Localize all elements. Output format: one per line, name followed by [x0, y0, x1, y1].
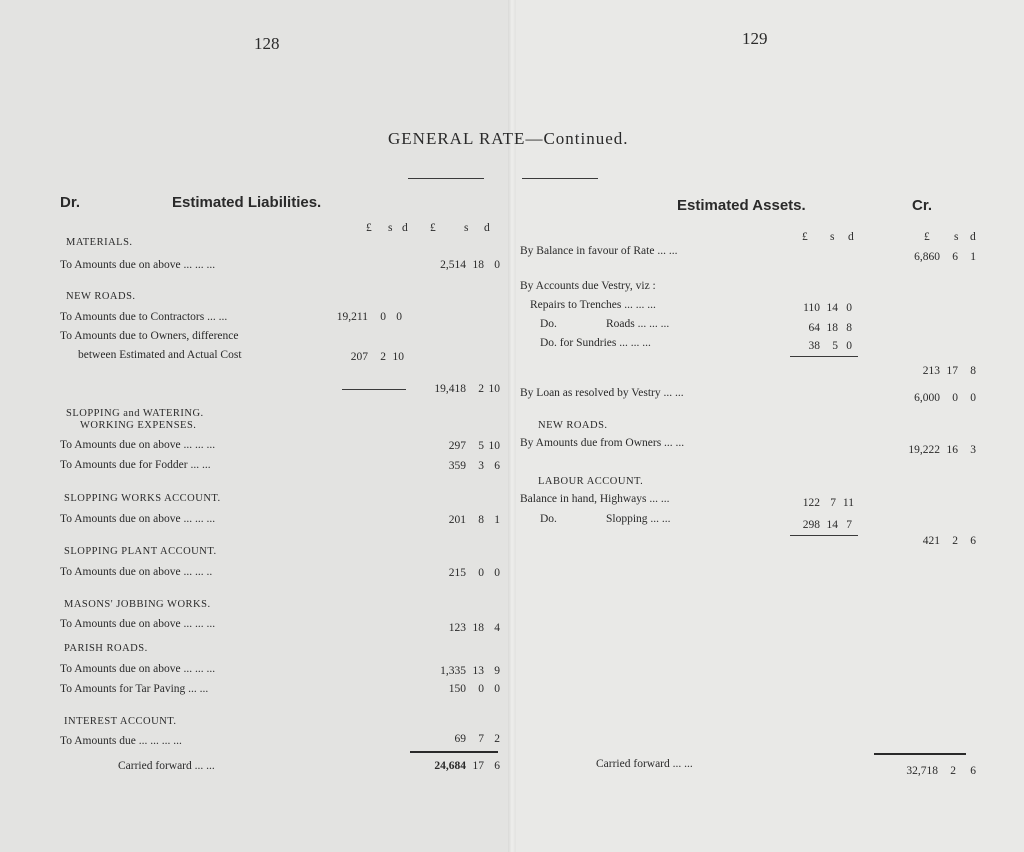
amt-pence: 8	[970, 365, 976, 377]
amt-pence: 0	[846, 302, 852, 314]
section-new-roads-right: NEW ROADS.	[538, 420, 608, 431]
section-labour: LABOUR ACCOUNT.	[538, 476, 644, 487]
liabilities-header: Estimated Liabilities.	[172, 194, 322, 211]
amt-shillings: 14	[826, 519, 838, 531]
amt-pounds: 38	[808, 340, 820, 352]
amt-pence: 6	[970, 765, 976, 777]
subtotal-rule	[342, 389, 406, 390]
row-masons: To Amounts due on above ... ... ...	[60, 618, 216, 630]
row-trenches: Repairs to Trenches ... ... ...	[530, 299, 656, 311]
amt-pounds: 421	[922, 535, 940, 547]
amt-pence: 0	[396, 311, 402, 323]
row-vestry: By Accounts due Vestry, viz :	[520, 280, 656, 292]
row-materials: To Amounts due on above ... ... ...	[60, 259, 216, 271]
col-pound-4: £	[924, 231, 930, 243]
amt-pounds: 122	[802, 497, 820, 509]
amt-shillings: 8	[478, 514, 484, 526]
col-s-3: s	[830, 231, 835, 243]
amt-shillings: 2	[478, 383, 484, 395]
amt-shillings: 0	[478, 567, 484, 579]
section-materials: MATERIALS.	[66, 237, 133, 248]
amt-shillings: 5	[832, 340, 838, 352]
amt-pounds: 215	[448, 567, 466, 579]
amt-shillings: 3	[478, 460, 484, 472]
amt-pence: 1	[970, 251, 976, 263]
row-highways: Balance in hand, Highways ... ...	[520, 493, 670, 505]
amt-pounds: 32,718	[906, 765, 938, 777]
title-underline-right	[522, 178, 598, 179]
section-slopping-sub: WORKING EXPENSES.	[80, 420, 197, 431]
amt-pence: 10	[488, 440, 500, 452]
amt-shillings: 18	[472, 259, 484, 271]
amt-pence: 8	[846, 322, 852, 334]
amt-pence: 0	[970, 392, 976, 404]
amt-shillings: 16	[946, 444, 958, 456]
row-slopping-label: Slopping ... ...	[606, 513, 671, 525]
amt-pounds: 297	[448, 440, 466, 452]
row-owners-line1: To Amounts due to Owners, difference	[60, 330, 239, 342]
amt-pounds: 201	[448, 514, 466, 526]
page-number-right: 129	[742, 29, 768, 48]
col-pound-1: £	[366, 222, 372, 234]
amt-shillings: 2	[380, 351, 386, 363]
amt-pence: 7	[846, 519, 852, 531]
amt-shillings: 7	[478, 733, 484, 745]
amt-pence: 0	[494, 567, 500, 579]
row-plant: To Amounts due on above ... ... ..	[60, 566, 213, 578]
amt-pounds: 6,860	[914, 251, 940, 263]
section-plant: SLOPPING PLANT ACCOUNT.	[64, 546, 217, 557]
row-do-roads: Do.	[540, 318, 557, 330]
amt-pounds: 150	[448, 683, 466, 695]
col-pound-3: £	[802, 231, 808, 243]
row-tar: To Amounts for Tar Paving ... ...	[60, 683, 209, 695]
amt-shillings: 5	[478, 440, 484, 452]
amt-pounds: 298	[802, 519, 820, 531]
subtotal-rule	[790, 356, 858, 357]
amt-pounds: 123	[448, 622, 466, 634]
amt-pence: 1	[494, 514, 500, 526]
amt-shillings: 0	[478, 683, 484, 695]
col-d-3: d	[848, 231, 854, 243]
row-owners-right: By Amounts due from Owners ... ...	[520, 437, 685, 449]
amt-pence: 6	[494, 460, 500, 472]
section-slopping: SLOPPING and WATERING.	[66, 408, 204, 419]
amt-pence: 0	[494, 259, 500, 271]
total-rule-left	[410, 751, 498, 753]
amt-pence: 10	[488, 383, 500, 395]
carried-forward-right: Carried forward ... ...	[596, 758, 693, 770]
row-contractors: To Amounts due to Contractors ... ...	[60, 311, 228, 323]
amt-pounds: 6,000	[914, 392, 940, 404]
section-new-roads: NEW ROADS.	[66, 291, 136, 302]
book-gutter	[508, 0, 516, 852]
amt-shillings: 7	[830, 497, 836, 509]
page-title: GENERAL RATE—Continued.	[388, 129, 629, 148]
amt-pence: 0	[846, 340, 852, 352]
amt-pounds: 207	[350, 351, 368, 363]
row-balance: By Balance in favour of Rate ... ...	[520, 245, 678, 257]
row-slopping: To Amounts due on above ... ... ...	[60, 439, 216, 451]
amt-shillings: 6	[952, 251, 958, 263]
amt-pence: 6	[970, 535, 976, 547]
amt-pounds: 24,684	[434, 760, 466, 772]
col-s-1: s	[388, 222, 393, 234]
amt-pounds: 1,335	[440, 665, 466, 677]
subtotal-rule	[790, 535, 858, 536]
amt-pounds: 110	[803, 302, 820, 314]
row-fodder: To Amounts due for Fodder ... ...	[60, 459, 211, 471]
col-d-4: d	[970, 231, 976, 243]
amt-pounds: 19,211	[336, 311, 368, 323]
amt-shillings: 14	[826, 302, 838, 314]
amt-shillings: 17	[946, 365, 958, 377]
amt-shillings: 17	[472, 760, 484, 772]
carried-forward-left: Carried forward ... ...	[118, 760, 215, 772]
amt-shillings: 0	[952, 392, 958, 404]
row-parish: To Amounts due on above ... ... ...	[60, 663, 216, 675]
amt-pence: 9	[494, 665, 500, 677]
amt-pounds: 19,222	[908, 444, 940, 456]
total-rule-right	[874, 753, 966, 755]
cr-label: Cr.	[912, 197, 933, 214]
amt-shillings: 13	[472, 665, 484, 677]
amt-pence: 2	[494, 733, 500, 745]
amt-pence: 11	[842, 497, 854, 509]
assets-header: Estimated Assets.	[677, 197, 806, 214]
page-number-left: 128	[254, 34, 280, 53]
col-d-1: d	[402, 222, 408, 234]
row-works: To Amounts due on above ... ... ...	[60, 513, 216, 525]
dr-label: Dr.	[60, 194, 81, 211]
amt-pounds: 69	[454, 733, 466, 745]
section-parish: PARISH ROADS.	[64, 643, 148, 654]
amt-pounds: 213	[922, 365, 940, 377]
amt-pounds: 2,514	[440, 259, 466, 271]
amt-pence: 4	[494, 622, 500, 634]
amt-pounds: 64	[808, 322, 820, 334]
amt-pence: 10	[392, 351, 404, 363]
col-s-4: s	[954, 231, 959, 243]
amt-pence: 6	[494, 760, 500, 772]
amt-shillings: 18	[472, 622, 484, 634]
amt-shillings: 2	[952, 535, 958, 547]
row-owners-line2: between Estimated and Actual Cost	[78, 349, 242, 361]
row-loan: By Loan as resolved by Vestry ... ...	[520, 387, 684, 399]
row-interest: To Amounts due ... ... ... ...	[60, 735, 182, 747]
amt-shillings: 2	[950, 765, 956, 777]
col-s-2: s	[464, 222, 469, 234]
col-d-2: d	[484, 222, 490, 234]
amt-pounds: 359	[448, 460, 466, 472]
amt-pence: 3	[970, 444, 976, 456]
title-underline-left	[408, 178, 484, 179]
col-pound-2: £	[430, 222, 436, 234]
row-roads-label: Roads ... ... ...	[606, 318, 670, 330]
section-works: SLOPPING WORKS ACCOUNT.	[64, 493, 221, 504]
amt-shillings: 0	[380, 311, 386, 323]
amt-shillings: 18	[826, 322, 838, 334]
section-interest: INTEREST ACCOUNT.	[64, 716, 177, 727]
amt-pounds: 19,418	[434, 383, 466, 395]
amt-pence: 0	[494, 683, 500, 695]
row-sundries: Do. for Sundries ... ... ...	[540, 337, 651, 349]
section-masons: MASONS' JOBBING WORKS.	[64, 599, 211, 610]
row-do-slopping: Do.	[540, 513, 557, 525]
